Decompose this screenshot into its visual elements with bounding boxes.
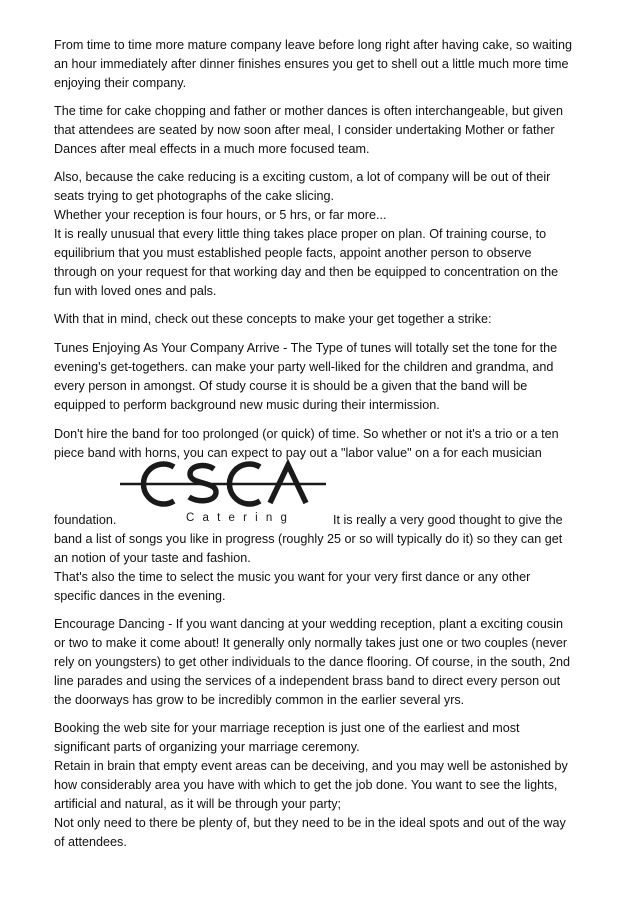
text-line: Also, because the cake reducing is a exciting custom, a lot of company will be out of their — [54, 170, 551, 184]
logo-subtitle: Catering — [186, 512, 296, 524]
text-line: how considerably area you have with which to get the job done. You want to see the lights, — [54, 778, 558, 792]
text-line: rely on youngsters) to get other individuals to the dance flooring. Of course, in the south, 2nd — [54, 655, 570, 669]
text-line: significant parts of organizing your marriage ceremony. — [54, 740, 360, 754]
text-line: Dances after meal effects in a much more focused team. — [54, 142, 370, 156]
csca-catering-logo — [118, 455, 328, 527]
text-line: the doorways has grow to be incredibly common in the earlier several yrs. — [54, 693, 465, 707]
text-line: equipped to perform background new music during their intermission. — [54, 398, 440, 412]
text-line: specific dances in the evening. — [54, 589, 226, 603]
text-line: every person in amongst. Of study course it is should be a given that the band will be — [54, 379, 528, 393]
text-line: equilibrium that you must established people facts, appoint another person to observe — [54, 246, 532, 260]
text-line: From time to time more mature company leave before long right after having cake, so waiting — [54, 38, 572, 52]
text-line: Booking the web site for your marriage reception is just one of the earliest and most — [54, 721, 520, 735]
text-line: foundation. — [54, 513, 117, 527]
csca-logo-graphic — [118, 455, 328, 527]
text-line: piece band with horns, you can expect to pay out a "labor value" on a for each musician — [54, 446, 542, 460]
text-line: Don't hire the band for too prolonged (or quick) of time. So whether or not it's a trio or a ten — [54, 427, 559, 441]
text-line: fun with loved ones and pals. — [54, 284, 217, 298]
text-line: an notion of your taste and fashion. — [54, 551, 251, 565]
text-line: That's also the time to select the music you want for your very first dance or any other — [54, 570, 531, 584]
text-line: It is really unusual that every little thing takes place proper on plan. Of training course, to — [54, 227, 547, 241]
text-line: of attendees. — [54, 835, 127, 849]
text-line: enjoying their company. — [54, 76, 187, 90]
text-line: Encourage Dancing - If you want dancing at your wedding reception, plant a exciting cousin — [54, 617, 563, 631]
text-line: through on your request for that working day and then be equipped to concentration on the — [54, 265, 559, 279]
text-line: line parades and using the services of a independent brass band to direct every person out — [54, 674, 561, 688]
text-line: an hour immediately after dinner finishes ensures you get to shell out a little much more time — [54, 57, 569, 71]
text-line: Not only need to there be plenty of, but they need to be in the ideal spots and out of the way — [54, 816, 566, 830]
text-line: band a list of songs you like in progress (roughly 25 or so will typically do it) so they can get — [54, 532, 563, 546]
text-line: evening's get-togethers. can make your party well-liked for the children and grandma, and — [54, 360, 554, 374]
text-line: artificial and natural, as it will be through your party; — [54, 797, 341, 811]
text-line: that attendees are seated by now soon after meal, I consider undertaking Mother or father — [54, 123, 555, 137]
text-line: It is really a very good thought to give the — [333, 513, 563, 527]
text-line: or two to make it come about! It generally only normally takes just one or two couples (never — [54, 636, 568, 650]
text-line: With that in mind, check out these concepts to make your get together a strike: — [54, 312, 492, 326]
text-line: Tunes Enjoying As Your Company Arrive - The Type of tunes will totally set the tone for the — [54, 341, 558, 355]
text-line: The time for cake chopping and father or mother dances is often interchangeable, but given — [54, 104, 563, 118]
text-line: Whether your reception is four hours, or 5 hrs, or far more... — [54, 208, 387, 222]
text-line: Retain in brain that empty event areas can be deceiving, and you may well be astonished by — [54, 759, 568, 773]
text-line: seats trying to get photographs of the cake slicing. — [54, 189, 335, 203]
